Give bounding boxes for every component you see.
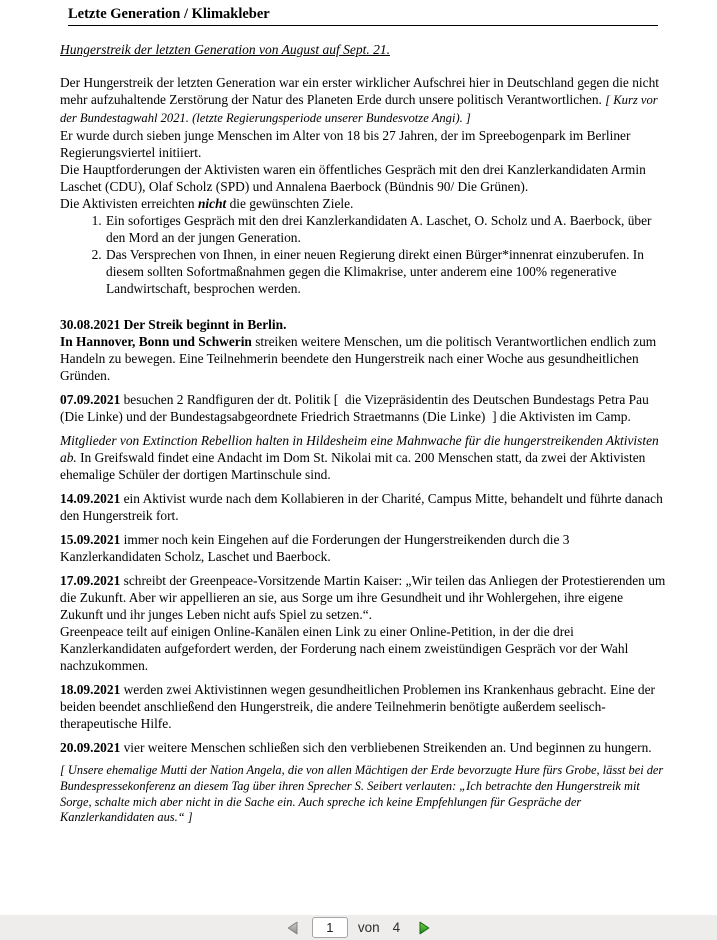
text-run: 30.08.2021 Der Streik beginnt in Berlin. [60,317,287,332]
document-title: Letzte Generation / Klimakleber [68,6,658,26]
text-run: [ Unsere ehemalige Mutti der Nation Angela, die von allen Mächtigen der Erde bevorzugte Hure fürs Grobe, lässt bei der Bundespressekonferenz an diesem Tag über ihren Sprecher S. Seibert verlauten: „Ich betrachte den Hungerstreik mit Sorge, schalte mich aber nicht in die Sache ein. Auch spreche ich keine Empfehlungen für Gespräche der Kanzlerkandidaten aus.“ ] [60,763,667,825]
arrow-left-icon [285,920,301,936]
previous-page-button[interactable] [284,919,302,937]
total-pages-label: 4 [392,920,401,935]
paragraph [60,333,666,384]
text-run: In Greifswald findet eine Andacht im Dom St. Nikolai mit ca. 200 Menschen statt, da zwei der Aktivisten ehemalige Schüler der dortigen Martinschule sind. [60,450,649,482]
text-run: 18.09.2021 [60,682,121,697]
numbered-list [60,212,666,297]
paragraph [60,391,666,425]
text-run: 14.09.2021 [60,491,121,506]
page-of-label: von [357,920,380,935]
text-run: streiken weitere Menschen, um die politisch Verantwortlichen endlich zum Handeln zu bewegen. Eine Teilnehmerin beendete den Hungerstreik nach einer Woche aus gesundheitlichen Gründen. [60,334,660,383]
text-run: In Hannover, Bonn und Schwerin [60,334,252,349]
list-item [105,246,666,297]
text-run: Die Aktivisten erreichten [60,196,198,211]
text-run: die gewünschten Ziele. [226,196,354,211]
text-run: Ein sofortiges Gespräch mit den drei Kanzlerkandidaten A. Laschet, O. Scholz und A. Baerbock, über den Mord an der jungen Generation. [106,213,655,245]
text-run: 17.09.2021 [60,573,121,588]
document-text [60,74,669,826]
next-page-button[interactable] [415,919,433,937]
list-item [105,212,666,246]
text-run: Greenpeace teilt auf einigen Online-Kanälen einen Link zu einer Online-Petition, in der die drei Kanzlerkandidaten aufgefordert werden, der Forderung nach einem zweistündigen Gespräch vor der Wahl nachzukommen. [60,624,632,673]
paragraph [60,432,666,483]
text-run: Der Hungerstreik der letzten Generation war ein erster wirklicher Aufschrei hier in Deutschland gegen die nicht mehr aufzuhaltende Zerstörung der Natur des Planeten Erde durch unsere politisch Verantwortlichen. [60,75,663,107]
pagination-toolbar [0,915,717,940]
paragraph [60,161,666,195]
paragraph [60,195,666,212]
text-run: 07.09.2021 [60,392,121,407]
text-run: 15.09.2021 [60,532,121,547]
text-run: immer noch kein Eingehen auf die Forderungen der Hungerstreikenden durch die 3 Kanzlerkandidaten Scholz, Laschet und Baerbock. [60,532,573,564]
text-run: 20.09.2021 [60,740,121,755]
text-run: ein Aktivist wurde nach dem Kollabieren in der Charité, Campus Mitte, behandelt und führte danach den Hungerstreik fort. [60,491,667,523]
paragraph [60,681,666,732]
paragraph [60,74,666,127]
text-run: schreibt der Greenpeace-Vorsitzende Martin Kaiser: „Wir teilen das Anliegen der Protestierenden um die Zukunft. Aber wir appellieren an sie, aus Sorge um ihre Gesundheit und ihr Wohlergehen, ihre eigene Zukunft und ihr junges Leben nicht aufs Spiel zu setzen.“. [60,573,669,622]
page-number-input[interactable] [312,917,348,938]
text-run: vier weitere Menschen schließen sich den verbliebenen Streikenden an. Und beginnen zu hungern. [120,740,652,755]
text-run: Er wurde durch sieben junge Menschen im Alter von 18 bis 27 Jahren, der im Spreebogenpark im Berliner Regierungsviertel initiiert. [60,128,634,160]
arrow-right-icon [416,920,432,936]
text-run: werden zwei Aktivistinnen wegen gesundheitlichen Problemen ins Krankenhaus gebracht. Eine der beiden beendet anschließend den Hungerstreik, die andere Teilnehmerin benötigte außerdem seelisch-therapeutische Hilfe. [60,682,659,731]
text-run: [ Kurz vor der Bundestagwahl 2021. (letzte Regierungsperiode unserer Bundesvotze Angi). ] [60,93,661,125]
paragraph [60,531,666,565]
paragraph [60,763,666,826]
text-run: nicht [197,196,227,211]
paragraph [60,623,666,674]
paragraph [60,572,669,623]
document-subtitle: Hungerstreik der letzten Generation von August auf Sept. 21. [60,42,390,57]
paragraph [60,490,666,524]
text-run: Das Versprechen von Ihnen, in einer neuen Regierung direkt einen Bürger*innenrat einzuberufen. In diesem sollten Sofortmaßnahmen gegen die Klimakrise, unter anderem eine 100% regenerative Landwirtschaft, besprochen werden. [106,247,648,296]
text-run: Mitglieder von Extinction Rebellion halten in Hildesheim eine Mahnwache für die hungerstreikenden Aktivisten ab. [60,433,663,465]
paragraph [60,316,666,333]
text-run: Die Hauptforderungen der Aktivisten waren ein öffentliches Gespräch mit den drei Kanzlerkandidaten Armin Laschet (CDU), Olaf Scholz (SPD) und Annalena Baerbock (Bündnis 90/ Die Grünen). [60,162,650,194]
paragraph [60,739,666,756]
text-run: besuchen 2 Randfiguren der dt. Politik [ die Vizepräsidentin des Deutschen Bundestags Petra Pau (Die Linke) und der Bundestagsabgeordnete Friedrich Straetmanns (Die Linke) ] die Aktivisten im Camp. [60,392,653,424]
paragraph [60,127,666,161]
